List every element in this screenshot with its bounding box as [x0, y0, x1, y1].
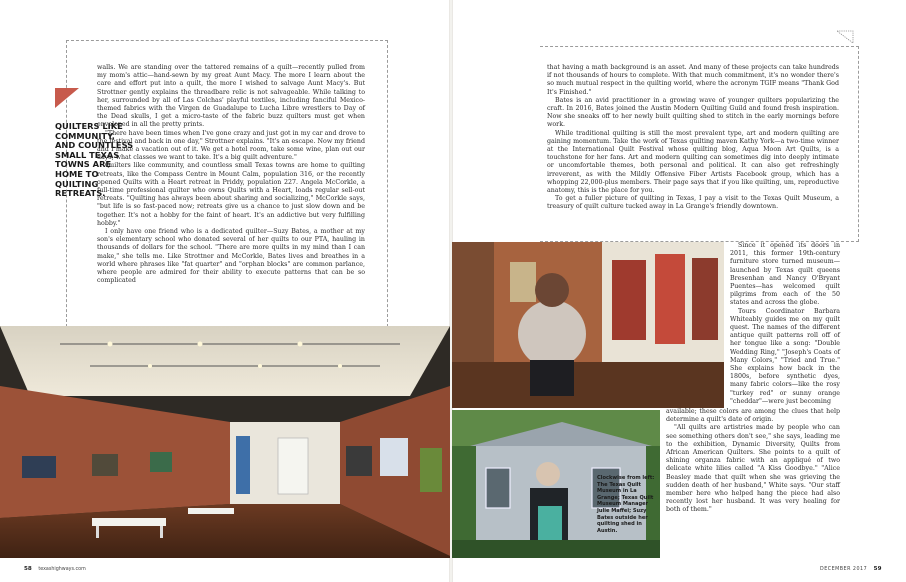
- left-paragraph-1: walls. We are standing over the tattered remains of a quilt—recently pulled from my mom's attic—hand-sewn by my great Aunt Macy. The more I learn about the care and effort put into a quilt, the more I wished to salvage Aunt Macy's. But Strottner gently explains the threadbare relic is not salvageable. While talking to her, surrounded by all of Las Colchas' playful textiles, including fanciful Mexico-themed fabrics with the Virgen de Guadalupe to Lucha Libre wrestlers to Day of the Dead skulls, I get a micro-taste of the fabric buzz quilters must get when enveloped in all the pretty prints.: [97, 64, 365, 129]
- right-paragraph-4: To get a fuller picture of quilting in Texas, I pay a visit to the Texas Quilt Museum, a treasury of quilt culture tucked away in La Grange's friendly downtown.: [547, 195, 839, 211]
- bottom-paragraph-2: "All quilts are artistries made by people who can see something others don't see," she says, leading me to the exhibition, Dynamic Diversity, Quilts from African American Quilters. She points to a quilt of shining organza fabric with an appliqué of two delicate white lilies called "A Kiss Goodbye." "Alice Beasley made that quilt when she was grieving the sudden death of her husband," White says. "Our staff member here who helped hang the piece had also recently lost her husband. It was very healing for both of them.": [666, 424, 840, 514]
- left-paragraph-4: I only have one friend who is a dedicated quilter—Suzy Bates, a mother at my son's elementary school who donated several of her quilts to our PTA, hauling in thousands of dollars for the school. "There are more quilts in my mind than I can make," she tells me. Like Strottner and McCorkle, Bates lives and breathes in a world where phrases like "fat quarter" and "orphan blocks" are common parlance, where people are admired for their ability to execute patterns that can be so complicated: [97, 228, 365, 285]
- triangle-outline-icon: [836, 30, 854, 44]
- bottom-paragraph-1: available; these colors are among the clues that help determine a quilt's date of origin.: [666, 408, 840, 424]
- website-credit: texashighways.com: [38, 567, 86, 572]
- pull-quote: QUILTERS LIKE COMMUNITY, AND COUNTLESS SMALL TEXAS TOWNS ARE HOME TO QUILTING RETREATS.: [55, 121, 134, 199]
- left-paragraph-2: "There have been times when I've gone crazy and just got in my car and drove to the festival and back in one day," Strottner explains. "It's an escape. Now my friend and I make a vacation out of it. We get a hotel room, take some wine, plan out our days, what classes we want to take. It's a big quilt adventure.": [97, 129, 365, 162]
- right-column-text: [547, 64, 839, 212]
- right-paragraph-3: While traditional quilting is still the most prevalent type, art and modern quilting are gaining momentum. Take the work of Texas quilting maven Kathy York—a two-time winner at the International Quilt Festival whose quilting blog, Aqua Moon Art Quilts, is a touchstone for her fans. Art and modern quilting can sometimes dig into deeply intimate or uncomfortable themes, both personal and political. It can also get refreshingly irreverent, as with the Mildly Offensive Fiber Artists Facebook group, which has a whopping 22,000-plus members. Their page says that if you like quilting, um, reproductive anatomy, this is the place for you.: [547, 129, 839, 195]
- museum-interior-photo: [0, 326, 450, 558]
- left-column-text: [97, 64, 365, 285]
- narrow-paragraph-2: Tours Coordinator Barbara Whiteably guides me on my quilt quest. The names of the different antique quilt patterns roll off of her tongue like a song: "Double Wedding Ring," "Joseph's Coats of Many Colors," "Tried and True." She explains how back in the 1800s, before synthetic dyes, many fabric colors—like the rosy "turkey red" or sunny orange "cheddar"—were just becoming: [730, 307, 840, 405]
- museum-manager-photo: [452, 242, 724, 408]
- narrow-column-text: [730, 242, 840, 406]
- left-page-number: 58: [24, 566, 32, 572]
- narrow-paragraph-1: Since it opened its doors in 2011, this former 19th-century furniture store turned museum—launched by Texas quilt queens Bresenhan and Nancy O'Bryant Puentes—has welcomed quilt pilgrims from each of the 50 states and across the globe.: [730, 242, 840, 307]
- left-paragraph-3: Quilters like community, and countless small Texas towns are home to quilting retreats, like the Compass Centre in Mount Calm, population 316, or the recently opened Quilts with a Heart retreat in Priddy, population 227. Angela McCorkle, a full-time professional quilter who owns Quilts with a Heart, loads regular sell-out retreats. "Quilting has always been about sharing and socializing," McCorkle says, "but life is so fast-paced now; retreats give us a chance to just slow down and be together. It's not a hobby for the faint of heart. It's an addictive but very fulfilling hobby.": [97, 162, 365, 227]
- right-paragraph-2: Bates is an avid practitioner in a growing wave of younger quilters popularizing the craft. In 2016, Bates joined the Austin Modern Quilting Guild and found fresh inspiration. Now she sneaks off to her newly built quilting shed to stitch in the early mornings before work.: [547, 96, 839, 129]
- issue-date: DECEMBER 2017: [820, 567, 868, 572]
- red-triangle-accent: [55, 88, 79, 108]
- bottom-right-text: [666, 408, 840, 515]
- left-footer: [24, 566, 86, 572]
- right-footer: [820, 566, 881, 572]
- right-paragraph-1: that having a math background is an asset. And many of these projects can take hundreds if not thousands of hours to complete. With that much commitment, it's no wonder there's so much mutual respect in the quilting world, where the acronym TGIF means "Thank God It's Finished.": [547, 64, 839, 96]
- right-page-number: 59: [873, 566, 882, 572]
- photo-caption: Clockwise from left: The Texas Quilt Museum in La Grange; Texas Quilt Museum Manager Julie Maffei; Suzy Bates outside her quilting shed in Austin.: [597, 475, 655, 534]
